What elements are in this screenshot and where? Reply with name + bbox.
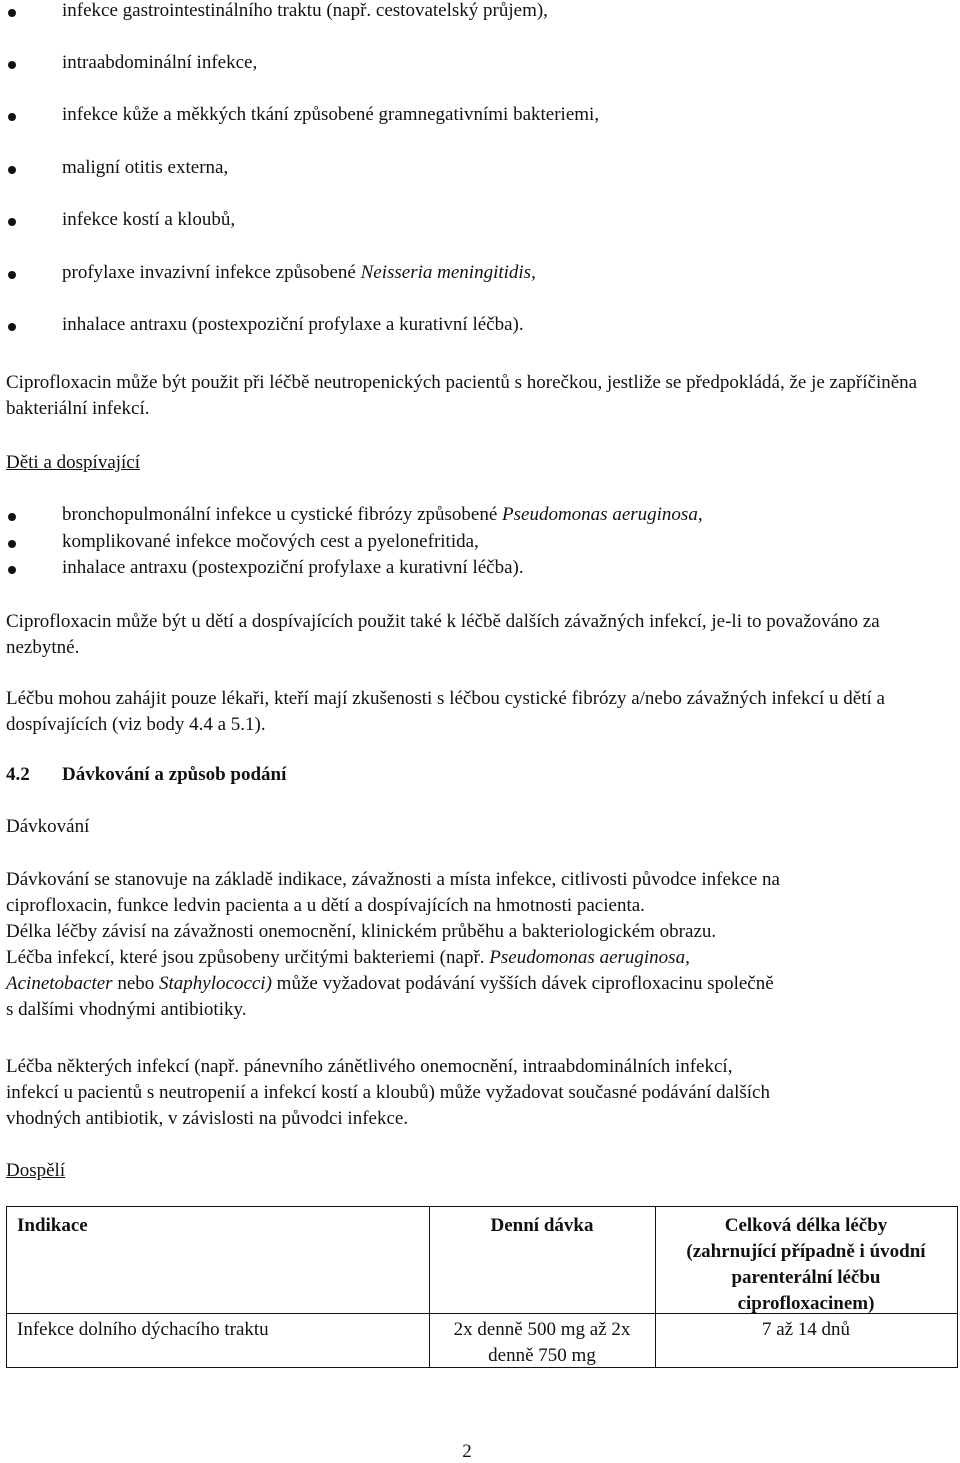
list-item-text: bronchopulmonální infekce u cystické fibrózy způsobené Pseudomonas aeruginosa,: [62, 504, 703, 525]
bullet-icon: [8, 166, 16, 174]
bullet-icon: [8, 218, 16, 226]
paragraph-children-doctors: Léčbu mohou zahájit pouze lékaři, kteří mají zkušenosti s léčbou cystické fibrózy a/nebo závažných infekcí u dětí a dospívajících (viz body 4.4 a 5.1).: [6, 688, 885, 735]
bullet-icon: [8, 271, 16, 279]
list-item-text: inhalace antraxu (postexpoziční profylaxe a kurativní léčba).: [62, 314, 524, 335]
bullet-icon: [8, 566, 16, 574]
section-title: Dávkování a způsob podání: [62, 764, 287, 785]
text-line: Délka léčby závisí na závažnosti onemocnění, klinickém průběhu a bakteriologickém obrazu.: [6, 921, 717, 942]
text-line: vhodných antibiotik, v závislosti na původci infekce.: [6, 1108, 409, 1129]
section-number: 4.2: [6, 764, 30, 785]
text-line: infekcí u pacientů s neutropenií a infekcí kostí a kloubů) může vyžadovat současné podávání dalších: [6, 1082, 770, 1103]
text-line: s dalšími vhodnými antibiotiky.: [6, 999, 247, 1020]
dosing-table: [6, 1206, 958, 1368]
header-line: parenterální léčbu: [731, 1267, 881, 1288]
list-item-text: komplikované infekce močových cest a pyelonefritida,: [62, 531, 479, 552]
cell-line: denně 750 mg: [488, 1345, 596, 1366]
list-item-text: infekce kostí a kloubů,: [62, 209, 236, 230]
header-line: Celková délka léčby: [724, 1215, 888, 1236]
header-line: (zahrnující případně i úvodní: [686, 1241, 926, 1262]
table-header-duration: [655, 1213, 957, 1317]
bullet-icon: [8, 61, 16, 69]
text-line: Léčba infekcí, které jsou způsobeny určitými bakteriemi (např. Pseudomonas aeruginosa,: [6, 947, 690, 968]
bullet-icon: [8, 9, 16, 17]
header-line: ciprofloxacinem): [737, 1293, 875, 1314]
text-line: ciprofloxacin, funkce ledvin pacienta a u dětí a dospívajících na hmotnosti pacienta.: [6, 895, 645, 916]
bullet-icon: [8, 513, 16, 521]
list-item-text: infekce kůže a měkkých tkání způsobené gramnegativními bakteriemi,: [62, 104, 600, 125]
bullet-icon: [8, 113, 16, 121]
cell-line: 2x denně 500 mg až 2x: [453, 1319, 631, 1340]
text-line: Léčba některých infekcí (např. pánevního zánětlivého onemocnění, intraabdominálních infekcí,: [6, 1056, 733, 1077]
paragraph-neutropenic: Ciprofloxacin může být použit při léčbě neutropenických pacientů s horečkou, jestliže se předpokládá, že je zapříčiněna bakteriální infekcí.: [6, 372, 918, 419]
table-header-daily-dose: Denní dávka: [490, 1215, 594, 1236]
paragraph-children-other: Ciprofloxacin může být u dětí a dospívajících použit také k léčbě dalších závažných infekcí, je-li to považováno za nezbytné.: [6, 611, 880, 658]
list-item-text: inhalace antraxu (postexpoziční profylaxe a kurativní léčba).: [62, 557, 524, 578]
table-cell-duration: 7 až 14 dnů: [761, 1319, 851, 1340]
table-cell-indication: Infekce dolního dýchacího traktu: [17, 1319, 269, 1340]
page-number: 2: [462, 1441, 472, 1462]
text-line: Acinetobacter nebo Staphylococci) může vyžadovat podávání vyšších dávek ciprofloxacinu společně: [6, 973, 774, 994]
heading-children: Děti a dospívající: [6, 452, 141, 473]
bullet-icon: [8, 323, 16, 331]
list-item-text: profylaxe invazivní infekce způsobené Neisseria meningitidis,: [62, 262, 536, 283]
table-cell-daily-dose: [429, 1317, 655, 1369]
table-header-indication: Indikace: [17, 1215, 88, 1236]
subheading-dosing: Dávkování: [6, 816, 90, 837]
bullet-icon: [8, 540, 16, 548]
list-item-text: intraabdominální infekce,: [62, 52, 258, 73]
heading-adults: Dospělí: [6, 1160, 66, 1181]
list-item-text: infekce gastrointestinálního traktu (např. cestovatelský průjem),: [62, 0, 548, 21]
text-line: Dávkování se stanovuje na základě indikace, závažnosti a místa infekce, citlivosti původce infekce na: [6, 869, 780, 890]
list-item-text: maligní otitis externa,: [62, 157, 229, 178]
